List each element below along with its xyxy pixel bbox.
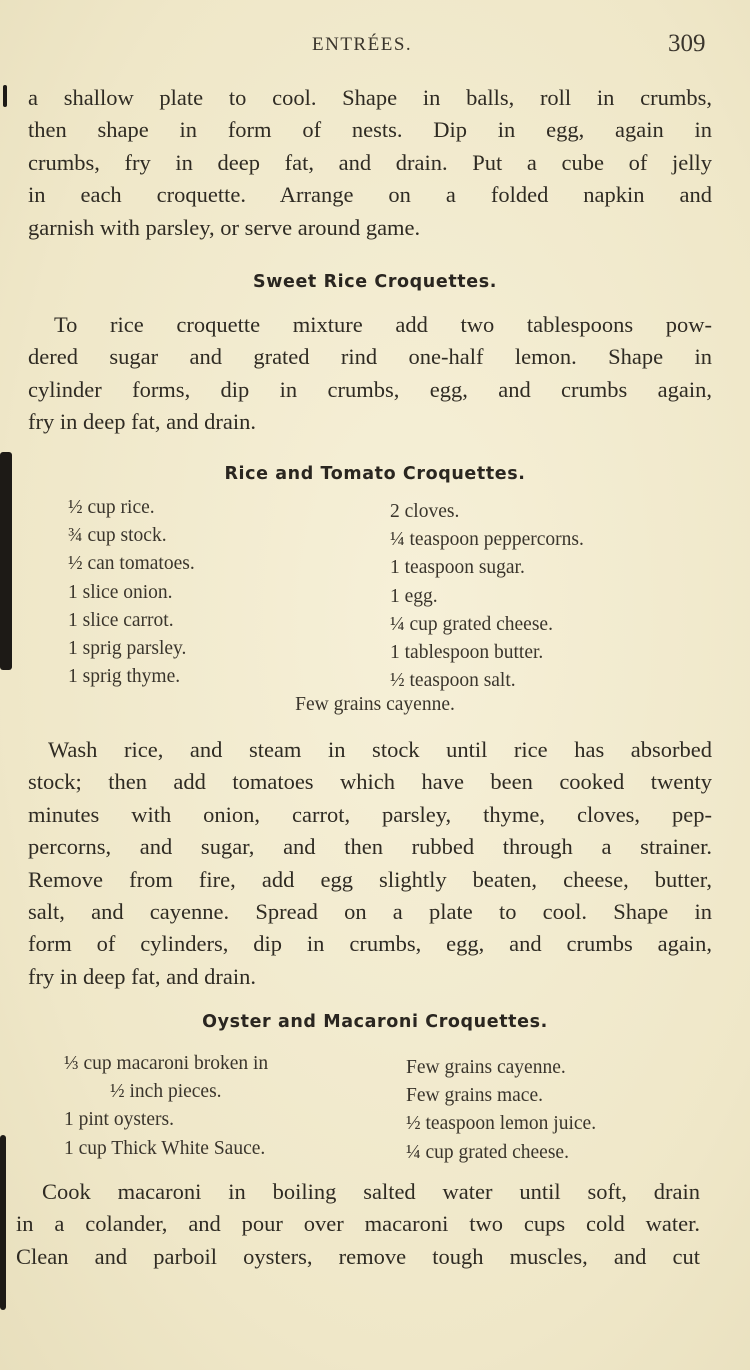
intro-paragraph [28, 82, 712, 244]
ingredient-item: ¾ cup stock. [68, 525, 167, 547]
paragraph-line: To rice croquette mixture add two tablespoons pow- [54, 312, 712, 337]
ingredient-item: ¼ cup grated cheese. [406, 1141, 569, 1163]
ingredient-item: ½ can tomatoes. [68, 553, 195, 575]
ingredient-item: ¼ teaspoon peppercorns. [390, 529, 584, 551]
ingredient-item: ⅓ cup macaroni broken in [64, 1053, 269, 1074]
paragraph-line: stock; then add tomatoes which have been cooked twenty [28, 769, 712, 795]
ingredient-item: 1 tablespoon butter. [390, 642, 544, 664]
paragraph-line: fry in deep fat, and drain. [28, 963, 257, 989]
margin-mark-top [3, 85, 7, 107]
ingredient-item: Few grains mace. [406, 1085, 543, 1107]
paragraph-line: then shape in form of nests. Dip in egg, again in [28, 117, 712, 143]
ingredient-item-centered: Few grains cayenne. [295, 694, 455, 715]
oyster-macaroni-ingredients-right [406, 1054, 596, 1167]
paragraph-line: Clean and parboil oysters, remove tough muscles, and cut [16, 1243, 700, 1269]
ingredient-item: 1 pint oysters. [64, 1109, 174, 1131]
paragraph-line: in a colander, and pour over macaroni two cups cold water. [16, 1211, 700, 1237]
paragraph-line: crumbs, fry in deep fat, and drain. Put a cube of jelly [28, 149, 712, 175]
ingredient-item: 1 sprig thyme. [68, 666, 181, 688]
oyster-macaroni-ingredients-left [64, 1050, 268, 1163]
paragraph-line: fry in deep fat, and drain. [28, 409, 257, 435]
sweet-rice-paragraph [28, 309, 712, 439]
ingredient-item: 1 slice onion. [68, 581, 173, 603]
paragraph-line: Cook macaroni in boiling salted water until soft, drain [42, 1179, 700, 1204]
ingredient-item: 1 cup Thick White Sauce. [64, 1137, 266, 1159]
ingredient-item: ½ teaspoon salt. [390, 670, 516, 692]
paragraph-line: form of cylinders, dip in crumbs, egg, and crumbs again, [28, 931, 712, 957]
rice-tomato-heading: Rice and Tomato Croquettes. [224, 464, 526, 484]
page-number: 309 [668, 30, 706, 57]
ingredient-item: Few grains cayenne. [406, 1057, 566, 1078]
ingredient-item: ½ teaspoon lemon juice. [406, 1113, 597, 1135]
margin-mark-middle [0, 452, 12, 670]
ingredient-item: ¼ cup grated cheese. [390, 613, 553, 635]
rice-tomato-paragraph [28, 734, 712, 993]
paragraph-line: minutes with onion, carrot, parsley, thyme, cloves, pep- [28, 801, 712, 827]
rice-tomato-ingredients-left [68, 494, 195, 691]
rice-tomato-ingredients-right [390, 498, 584, 695]
paragraph-line: dered sugar and grated rind one-half lemon. Shape in [28, 344, 712, 370]
running-head: ENTRÉES. [312, 34, 413, 55]
oyster-macaroni-heading: Oyster and Macaroni Croquettes. [202, 1012, 548, 1032]
ingredient-item: ½ cup rice. [68, 497, 155, 518]
paragraph-line: a shallow plate to cool. Shape in balls, roll in crumbs, [28, 85, 712, 110]
ingredient-item: 2 cloves. [390, 501, 460, 522]
paragraph-line: Wash rice, and steam in stock until rice has absorbed [48, 737, 712, 762]
ingredient-item: 1 egg. [390, 585, 438, 607]
paragraph-line: Remove from fire, add egg slightly beaten, cheese, butter, [28, 866, 712, 892]
paragraph-line: in each croquette. Arrange on a folded napkin and [28, 182, 712, 208]
ingredient-item: 1 teaspoon sugar. [390, 557, 525, 579]
page-header [0, 30, 750, 64]
oyster-macaroni-paragraph [16, 1176, 700, 1273]
paragraph-line: garnish with parsley, or serve around game. [28, 214, 421, 240]
ingredient-item: ½ inch pieces. [110, 1081, 222, 1103]
paragraph-line: cylinder forms, dip in crumbs, egg, and crumbs again, [28, 376, 712, 402]
ingredient-item: 1 slice carrot. [68, 609, 174, 631]
sweet-rice-heading: Sweet Rice Croquettes. [253, 272, 497, 292]
margin-mark-bottom [0, 1135, 6, 1310]
ingredient-item: 1 sprig parsley. [68, 638, 187, 660]
paragraph-line: percorns, and sugar, and then rubbed through a strainer. [28, 834, 712, 860]
paragraph-line: salt, and cayenne. Spread on a plate to cool. Shape in [28, 899, 712, 925]
